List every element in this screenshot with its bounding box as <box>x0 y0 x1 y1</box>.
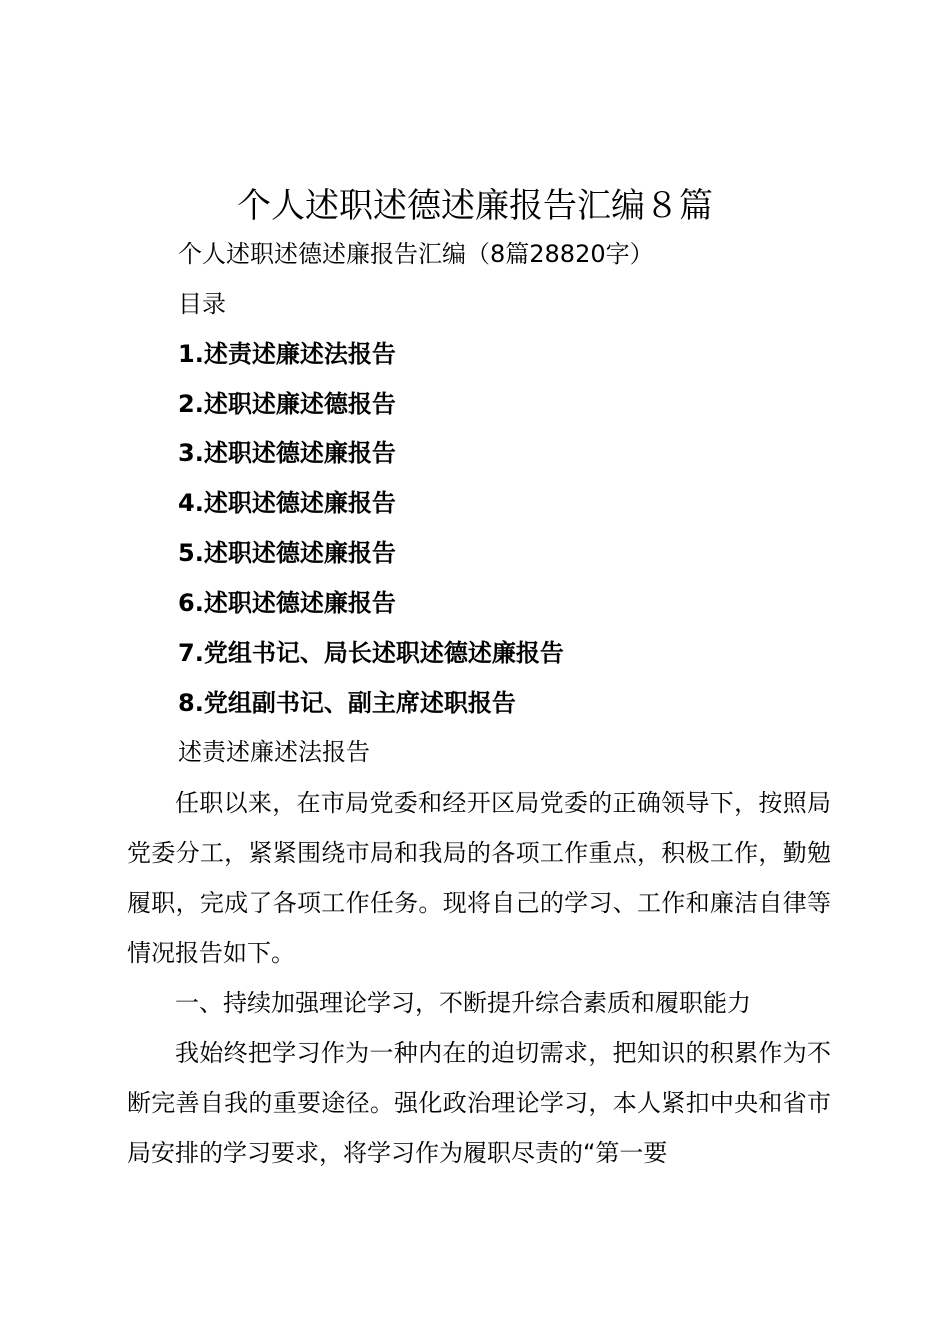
body-paragraph: 我始终把学习作为一种内在的迫切需求，把知识的积累作为不断完善自我的重要途径。强化政治理论学习，本人紧扣中央和省市局安排的学习要求，将学习作为履职尽责的“第一要 <box>127 1039 831 1167</box>
toc-item: 1.述责述廉述法报告 <box>178 340 396 368</box>
toc-item: 4.述职述德述廉报告 <box>178 489 396 517</box>
section-heading: 一、持续加强理论学习，不断提升综合素质和履职能力 <box>175 989 751 1017</box>
document-subtitle: 个人述职述德述廉报告汇编（8篇28820字） <box>178 240 654 268</box>
toc-label: 目录 <box>178 290 226 318</box>
body-paragraph: 任职以来，在市局党委和经开区局党委的正确领导下，按照局党委分工，紧紧围绕市局和我局的各项工作重点，积极工作，勤勉履职，完成了各项工作任务。现将自己的学习、工作和廉洁自律等情况报告如下。 <box>127 789 831 967</box>
toc-item: 7.党组书记、局长述职述德述廉报告 <box>178 639 564 667</box>
toc-item: 8.党组副书记、副主席述职报告 <box>178 689 516 717</box>
toc-item: 3.述职述德述廉报告 <box>178 439 396 467</box>
section-title: 述责述廉述法报告 <box>178 738 370 766</box>
toc-item: 2.述职述廉述德报告 <box>178 390 396 418</box>
toc-item: 5.述职述德述廉报告 <box>178 539 396 567</box>
document-title: 个人述职述德述廉报告汇编８篇 <box>237 186 713 226</box>
toc-item: 6.述职述德述廉报告 <box>178 589 396 617</box>
